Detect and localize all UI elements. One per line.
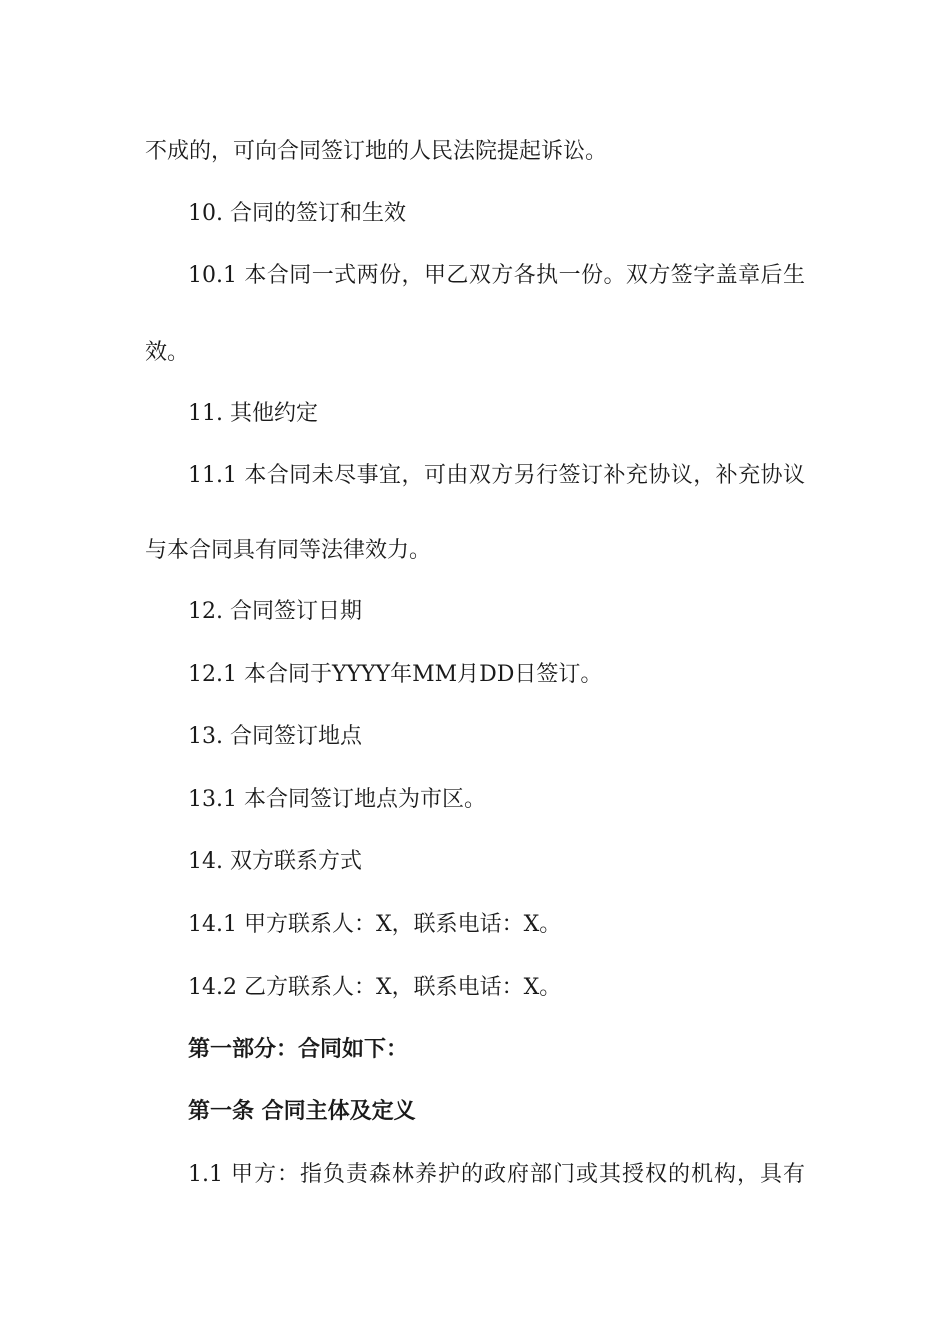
paragraph-line: 不成的，可向合同签订地的人民法院提起诉讼。 xyxy=(145,139,608,164)
section-heading: 13. 合同签订地点 xyxy=(188,724,362,749)
part-heading: 第一部分：合同如下： xyxy=(188,1037,409,1062)
section-heading: 10. 合同的签订和生效 xyxy=(188,201,406,226)
clause-line: 14.1 甲方联系人：X，联系电话：X。 xyxy=(188,912,562,937)
clause-line: 14.2 乙方联系人：X，联系电话：X。 xyxy=(188,975,562,1000)
clause-line: 12.1 本合同于YYYY年MM月DD日签订。 xyxy=(188,662,603,687)
section-heading: 12. 合同签订日期 xyxy=(188,599,362,624)
paragraph-line: 效。 xyxy=(145,340,190,365)
paragraph-line: 与本合同具有同等法律效力。 xyxy=(145,538,432,563)
clause-line: 13.1 本合同签订地点为市区。 xyxy=(188,787,486,812)
section-heading: 14. 双方联系方式 xyxy=(188,849,362,874)
section-heading: 11. 其他约定 xyxy=(188,401,318,426)
article-heading: 第一条 合同主体及定义 xyxy=(188,1099,416,1124)
clause-line: 1.1 甲方：指负责森林养护的政府部门或其授权的机构，具有 xyxy=(188,1162,805,1187)
clause-line: 11.1 本合同未尽事宜，可由双方另行签订补充协议，补充协议 xyxy=(188,463,805,488)
clause-line: 10.1 本合同一式两份，甲乙双方各执一份。双方签字盖章后生 xyxy=(188,263,805,288)
